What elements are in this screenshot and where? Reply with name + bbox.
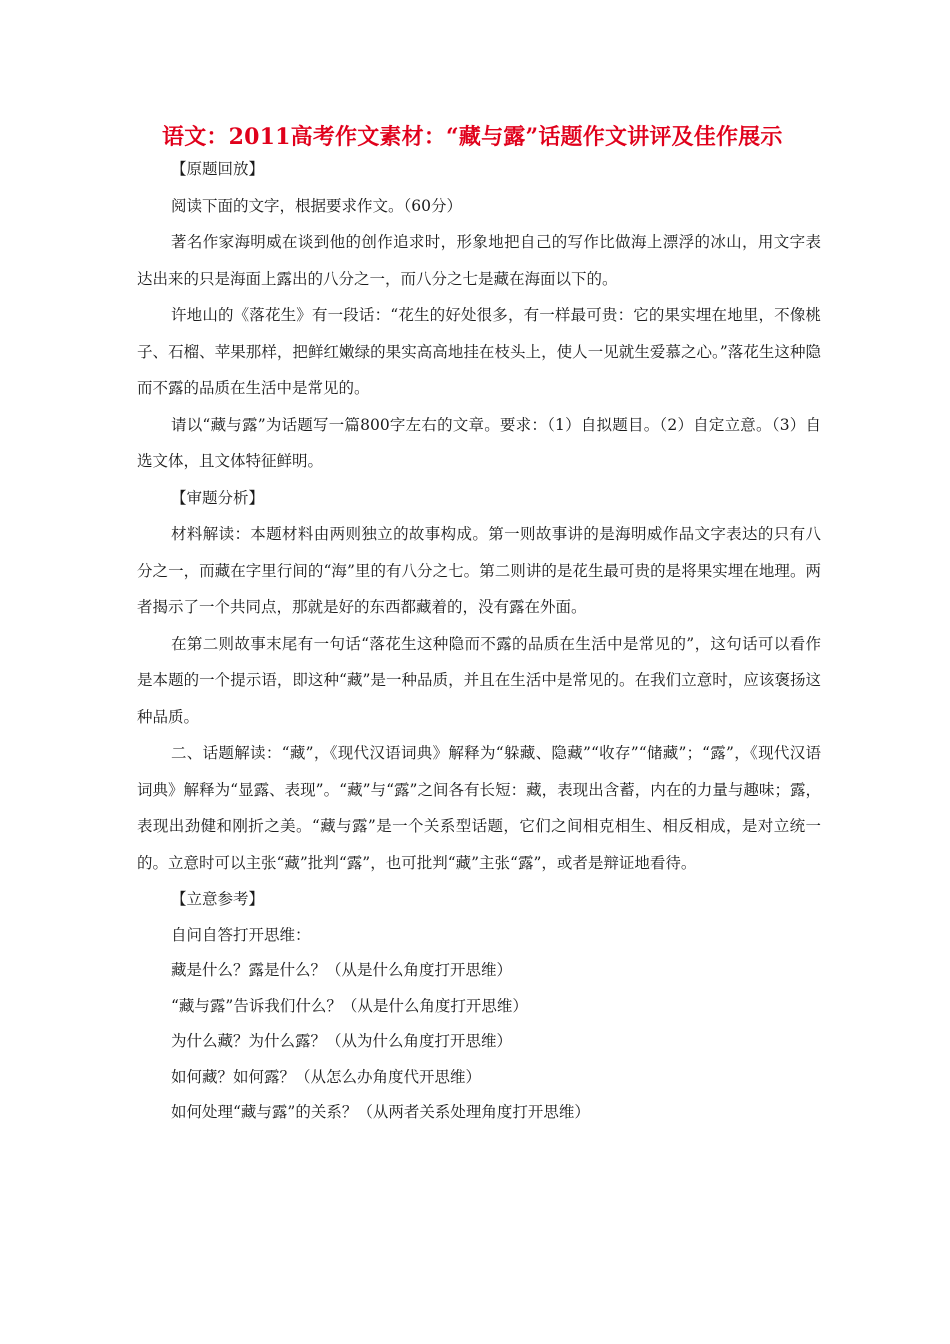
reference-line: 自问自答打开思维： — [171, 925, 311, 944]
paragraph: 著名作家海明威在谈到他的创作追求时，形象地把自己的写作比做海上漂浮的冰山，用文字表达出来的只是海面上露出的八分之一，而八分之七是藏在海面以下的。 — [137, 233, 821, 288]
reference-line: 如何处理“藏与露”的关系？（从两者关系处理角度打开思维） — [171, 1103, 590, 1121]
document-body — [137, 151, 821, 1131]
reference-line: “藏与露”告诉我们什么？（从是什么角度打开思维） — [171, 996, 528, 1015]
reference-line: 如何藏？如何露？（从怎么办角度代开思维） — [171, 1067, 482, 1086]
paragraph: 二、话题解读：“藏”，《现代汉语词典》解释为“躲藏、隐藏”“收存”“储藏”；“露”，《现代汉语词典》解释为“显露、表现”。“藏”与“露”之间各有长短：藏，表现出含蓄，内在的力量与趣味；露，表现出劲健和刚折之美。“藏与露”是一个关系型话题，它们之间相克相生、相反相成，是对立统一的。立意时可以主张“藏”批判“露”，也可批判“藏”主张“露”，或者是辩证地看待。 — [137, 744, 821, 872]
paragraph: 许地山的《落花生》有一段话：“花生的好处很多，有一样最可贵：它的果实埋在地里，不像桃子、石榴、苹果那样，把鲜红嫩绿的果实高高地挂在枝头上，使人一见就生爱慕之心。”落花生这种隐而不露的品质在生活中是常见的。 — [137, 306, 821, 397]
paragraph: 阅读下面的文字，根据要求作文。（60分） — [171, 196, 462, 215]
reference-line: 为什么藏？为什么露？（从为什么角度打开思维） — [171, 1032, 513, 1050]
reference-line: 藏是什么？露是什么？（从是什么角度打开思维） — [171, 961, 513, 979]
document-title: 语文：2011高考作文素材：“藏与露”话题作文讲评及佳作展示 — [162, 124, 783, 150]
paragraph: 在第二则故事末尾有一句话“落花生这种隐而不露的品质在生活中是常见的”，这句话可以看作是本题的一个提示语，即这种“藏”是一种品质，并且在生活中是常见的。在我们立意时，应该褒扬这种品质。 — [137, 634, 821, 726]
section-heading-original: 【原题回放】 — [171, 160, 265, 178]
section-heading-reference: 【立意参考】 — [171, 890, 265, 908]
section-heading-analysis: 【审题分析】 — [171, 488, 265, 507]
paragraph: 请以“藏与露”为话题写一篇800字左右的文章。要求：（1）自拟题目。（2）自定立意。（3）自选文体，且文体特征鲜明。 — [137, 415, 821, 470]
paragraph: 材料解读：本题材料由两则独立的故事构成。第一则故事讲的是海明威作品文字表达的只有八分之一，而藏在字里行间的“海”里的有八分之七。第二则讲的是花生最可贵的是将果实埋在地理。两者揭示了一个共同点，那就是好的东西都藏着的，没有露在外面。 — [137, 525, 821, 616]
